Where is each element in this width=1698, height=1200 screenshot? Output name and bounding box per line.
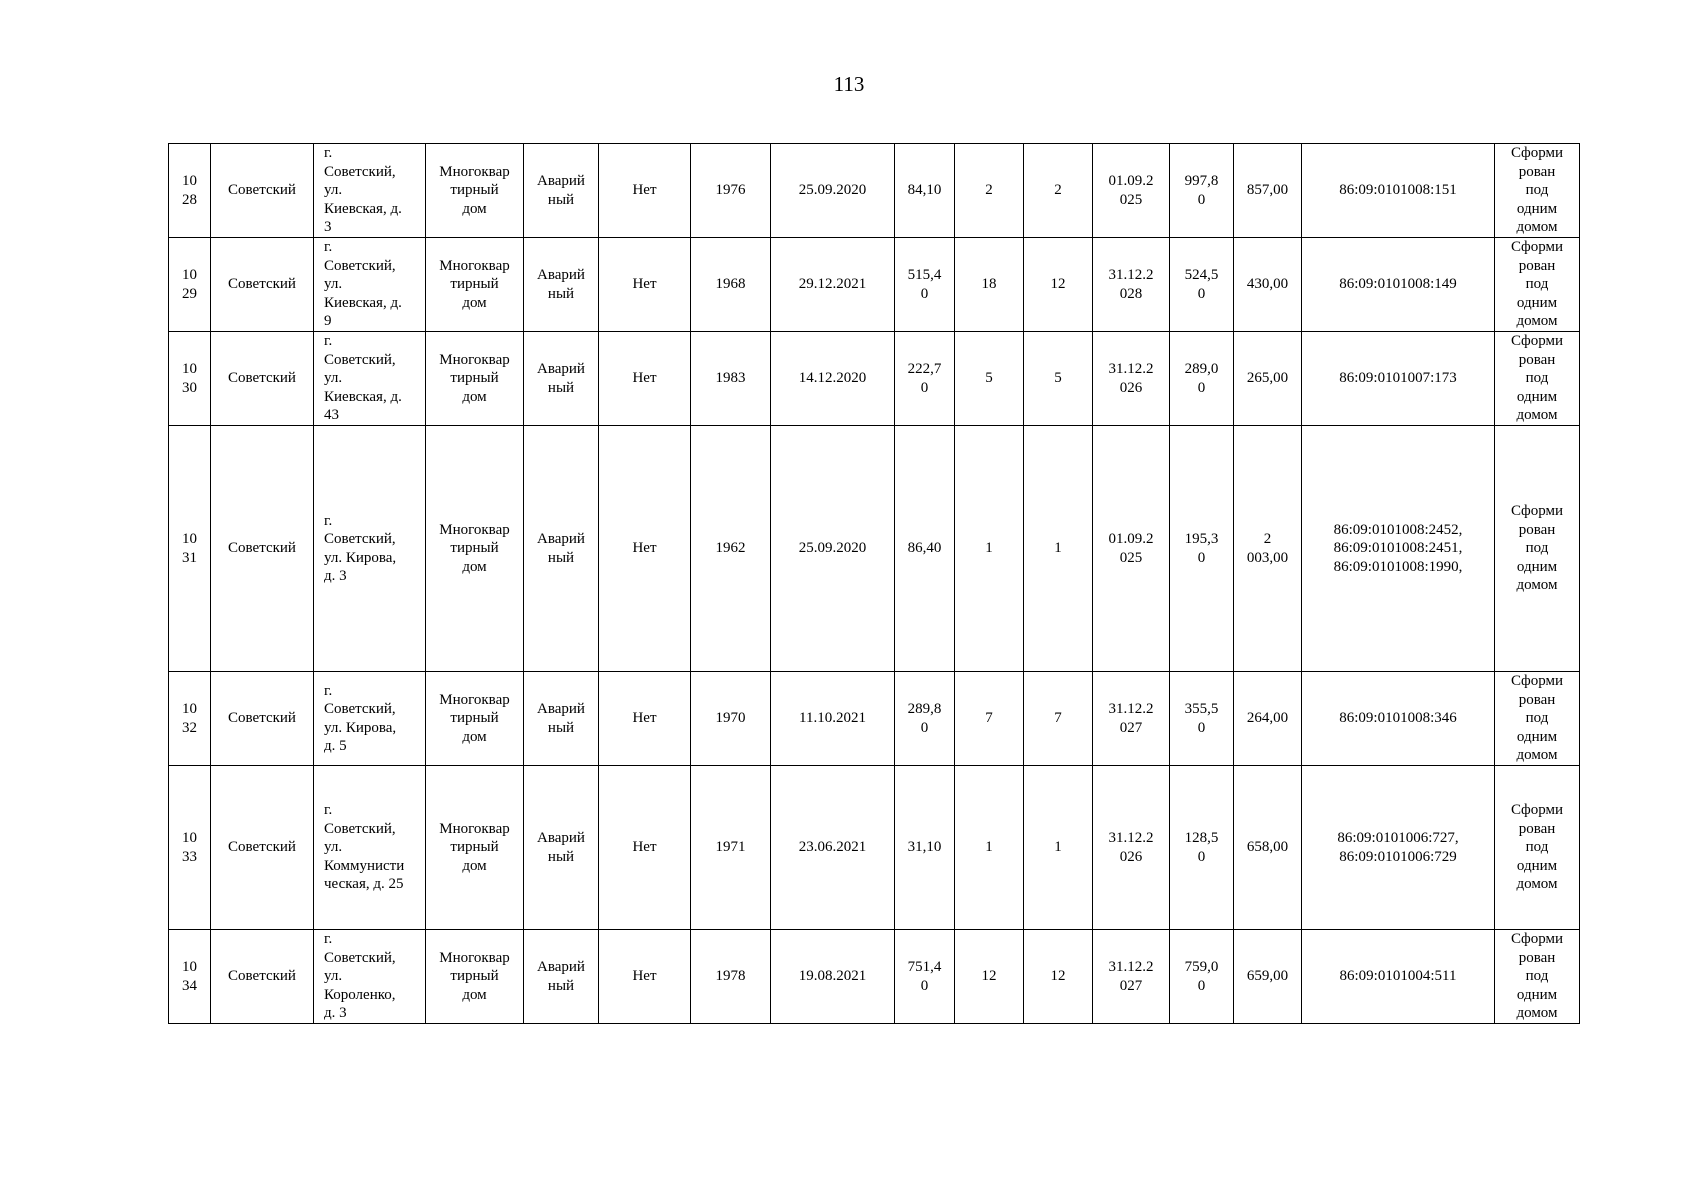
condition-cell: Аварий ный	[524, 672, 599, 766]
cadastral-number-cell: 86:09:0101007:173	[1302, 332, 1495, 426]
deadline-cell: 31.12.2 028	[1093, 238, 1170, 332]
cadastral-number-cell: 86:09:0101006:727, 86:09:0101006:729	[1302, 766, 1495, 930]
building-type-cell: Многоквар тирный дом	[426, 930, 524, 1024]
address-cell: г. Советский, ул. Кирова, д. 5	[314, 672, 426, 766]
area-a-cell: 222,7 0	[895, 332, 955, 426]
deadline-cell: 31.12.2 026	[1093, 332, 1170, 426]
date-cell: 25.09.2020	[771, 426, 895, 672]
table-row	[169, 332, 1580, 426]
date-cell: 25.09.2020	[771, 144, 895, 238]
address-cell: г. Советский, ул. Короленко, д. 3	[314, 930, 426, 1024]
building-type-cell: Многоквар тирный дом	[426, 144, 524, 238]
area-a-cell: 84,10	[895, 144, 955, 238]
row-index-cell: 10 31	[169, 426, 211, 672]
table-row	[169, 144, 1580, 238]
area-b-cell: 355,5 0	[1170, 672, 1234, 766]
count-a-cell: 1	[955, 426, 1024, 672]
count-b-cell: 7	[1024, 672, 1093, 766]
count-a-cell: 7	[955, 672, 1024, 766]
area-c-cell: 430,00	[1234, 238, 1302, 332]
building-type-cell: Многоквар тирный дом	[426, 426, 524, 672]
building-type-cell: Многоквар тирный дом	[426, 332, 524, 426]
condition-cell: Аварий ный	[524, 930, 599, 1024]
area-a-cell: 31,10	[895, 766, 955, 930]
municipality-cell: Советский	[211, 672, 314, 766]
deadline-cell: 31.12.2 026	[1093, 766, 1170, 930]
address-cell: г. Советский, ул. Киевская, д. 9	[314, 238, 426, 332]
area-b-cell: 759,0 0	[1170, 930, 1234, 1024]
row-index-cell: 10 30	[169, 332, 211, 426]
condition-cell: Аварий ный	[524, 426, 599, 672]
area-b-cell: 195,3 0	[1170, 426, 1234, 672]
note-cell: Сформи рован под одним домом	[1495, 766, 1580, 930]
count-b-cell: 1	[1024, 426, 1093, 672]
note-cell: Сформи рован под одним домом	[1495, 238, 1580, 332]
year-cell: 1976	[691, 144, 771, 238]
year-cell: 1968	[691, 238, 771, 332]
count-a-cell: 1	[955, 766, 1024, 930]
table-row	[169, 426, 1580, 672]
date-cell: 23.06.2021	[771, 766, 895, 930]
flag-cell: Нет	[599, 766, 691, 930]
address-cell: г. Советский, ул. Кирова, д. 3	[314, 426, 426, 672]
area-c-cell: 265,00	[1234, 332, 1302, 426]
date-cell: 29.12.2021	[771, 238, 895, 332]
area-a-cell: 289,8 0	[895, 672, 955, 766]
area-a-cell: 86,40	[895, 426, 955, 672]
cadastral-number-cell: 86:09:0101008:2452, 86:09:0101008:2451, 86:09:0101008:1990,	[1302, 426, 1495, 672]
row-index-cell: 10 34	[169, 930, 211, 1024]
row-index-cell: 10 29	[169, 238, 211, 332]
count-a-cell: 12	[955, 930, 1024, 1024]
note-cell: Сформи рован под одним домом	[1495, 144, 1580, 238]
registry-body	[169, 144, 1580, 1024]
area-c-cell: 659,00	[1234, 930, 1302, 1024]
page-number: 113	[833, 72, 865, 96]
municipality-cell: Советский	[211, 426, 314, 672]
table-row	[169, 238, 1580, 332]
flag-cell: Нет	[599, 672, 691, 766]
condition-cell: Аварий ный	[524, 144, 599, 238]
cadastral-number-cell: 86:09:0101004:511	[1302, 930, 1495, 1024]
count-b-cell: 12	[1024, 930, 1093, 1024]
note-cell: Сформи рован под одним домом	[1495, 332, 1580, 426]
condition-cell: Аварий ный	[524, 238, 599, 332]
flag-cell: Нет	[599, 238, 691, 332]
date-cell: 19.08.2021	[771, 930, 895, 1024]
deadline-cell: 31.12.2 027	[1093, 672, 1170, 766]
area-b-cell: 524,5 0	[1170, 238, 1234, 332]
flag-cell: Нет	[599, 426, 691, 672]
cadastral-number-cell: 86:09:0101008:149	[1302, 238, 1495, 332]
housing-registry-table	[168, 143, 1580, 1024]
flag-cell: Нет	[599, 930, 691, 1024]
cadastral-number-cell: 86:09:0101008:151	[1302, 144, 1495, 238]
deadline-cell: 01.09.2 025	[1093, 144, 1170, 238]
note-cell: Сформи рован под одним домом	[1495, 426, 1580, 672]
year-cell: 1978	[691, 930, 771, 1024]
area-a-cell: 751,4 0	[895, 930, 955, 1024]
flag-cell: Нет	[599, 332, 691, 426]
address-cell: г. Советский, ул. Киевская, д. 43	[314, 332, 426, 426]
year-cell: 1983	[691, 332, 771, 426]
address-cell: г. Советский, ул. Киевская, д. 3	[314, 144, 426, 238]
deadline-cell: 01.09.2 025	[1093, 426, 1170, 672]
note-cell: Сформи рован под одним домом	[1495, 672, 1580, 766]
row-index-cell: 10 33	[169, 766, 211, 930]
municipality-cell: Советский	[211, 766, 314, 930]
flag-cell: Нет	[599, 144, 691, 238]
row-index-cell: 10 32	[169, 672, 211, 766]
area-c-cell: 658,00	[1234, 766, 1302, 930]
area-b-cell: 997,8 0	[1170, 144, 1234, 238]
building-type-cell: Многоквар тирный дом	[426, 766, 524, 930]
municipality-cell: Советский	[211, 144, 314, 238]
area-b-cell: 128,5 0	[1170, 766, 1234, 930]
table-row	[169, 766, 1580, 930]
area-c-cell: 264,00	[1234, 672, 1302, 766]
condition-cell: Аварий ный	[524, 332, 599, 426]
date-cell: 11.10.2021	[771, 672, 895, 766]
building-type-cell: Многоквар тирный дом	[426, 672, 524, 766]
count-b-cell: 1	[1024, 766, 1093, 930]
address-cell: г. Советский, ул. Коммунисти ческая, д. 25	[314, 766, 426, 930]
count-b-cell: 2	[1024, 144, 1093, 238]
count-a-cell: 5	[955, 332, 1024, 426]
year-cell: 1970	[691, 672, 771, 766]
table-row	[169, 930, 1580, 1024]
year-cell: 1971	[691, 766, 771, 930]
municipality-cell: Советский	[211, 332, 314, 426]
municipality-cell: Советский	[211, 930, 314, 1024]
cadastral-number-cell: 86:09:0101008:346	[1302, 672, 1495, 766]
area-a-cell: 515,4 0	[895, 238, 955, 332]
date-cell: 14.12.2020	[771, 332, 895, 426]
deadline-cell: 31.12.2 027	[1093, 930, 1170, 1024]
table-row	[169, 672, 1580, 766]
count-a-cell: 2	[955, 144, 1024, 238]
municipality-cell: Советский	[211, 238, 314, 332]
note-cell: Сформи рован под одним домом	[1495, 930, 1580, 1024]
count-b-cell: 5	[1024, 332, 1093, 426]
count-a-cell: 18	[955, 238, 1024, 332]
area-b-cell: 289,0 0	[1170, 332, 1234, 426]
row-index-cell: 10 28	[169, 144, 211, 238]
area-c-cell: 857,00	[1234, 144, 1302, 238]
count-b-cell: 12	[1024, 238, 1093, 332]
year-cell: 1962	[691, 426, 771, 672]
area-c-cell: 2 003,00	[1234, 426, 1302, 672]
condition-cell: Аварий ный	[524, 766, 599, 930]
building-type-cell: Многоквар тирный дом	[426, 238, 524, 332]
